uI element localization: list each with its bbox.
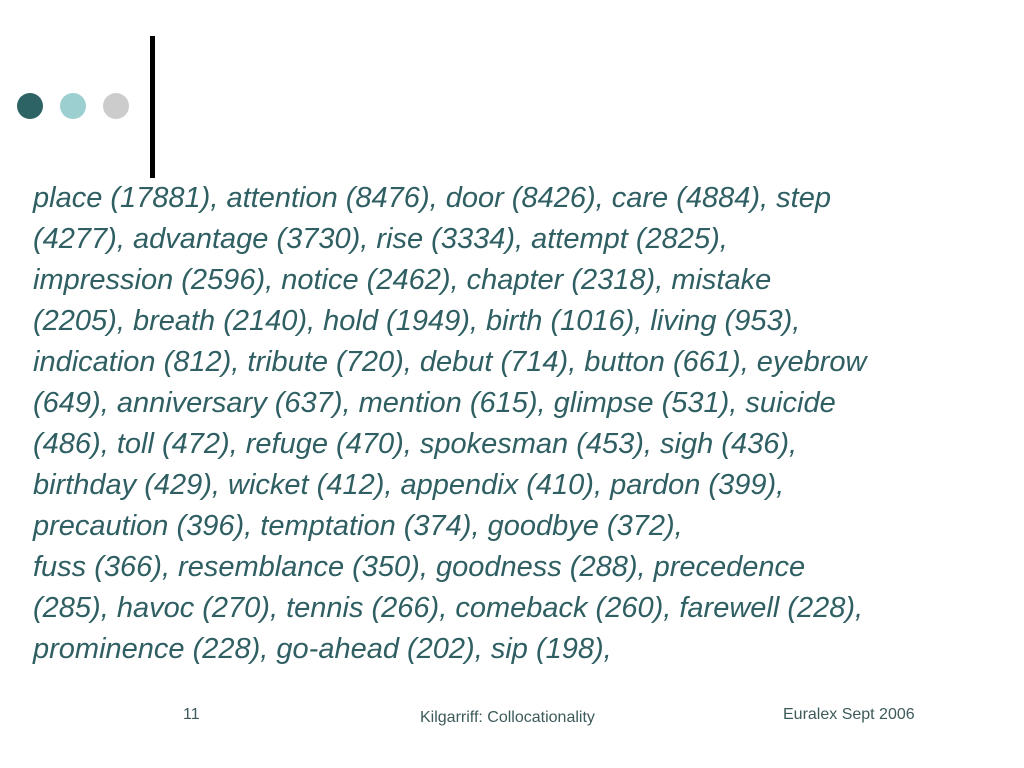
- collocate-list-text: place (17881), attention (8476), door (8426), care (4884), step (4277), advantage (3730), rise (3334), attempt (2825), impression (2596), notice (2462), chapter (2318), mistake (2205), breath (2140), hold (1949), birth (1016), living (953), indication (812), tribute (720), debut (714), button (661), eyebrow (649), anniversary (637), mention (615), glimpse (531), suicide (486), toll (472), refuge (470), spokesman (453), sigh (436), birthday (429), wicket (412), appendix (410), pardon (399), precaution (396), temptation (374), goodbye (372), fuss (366), resemblance (350), goodness (288), precedence (285), havoc (270), tennis (266), comeback (260), farewell (228), prominence (228), go-ahead (202), sip (198),: [33, 182, 867, 665]
- title-divider-bar: [150, 36, 155, 178]
- footer-title: Kilgarriff: Collocationality: [420, 709, 595, 726]
- light-teal-dot: [60, 93, 86, 119]
- slide-number: 11: [183, 706, 200, 723]
- footer-event: Euralex Sept 2006: [783, 706, 915, 723]
- dark-teal-dot: [17, 93, 43, 119]
- gray-dot: [103, 93, 129, 119]
